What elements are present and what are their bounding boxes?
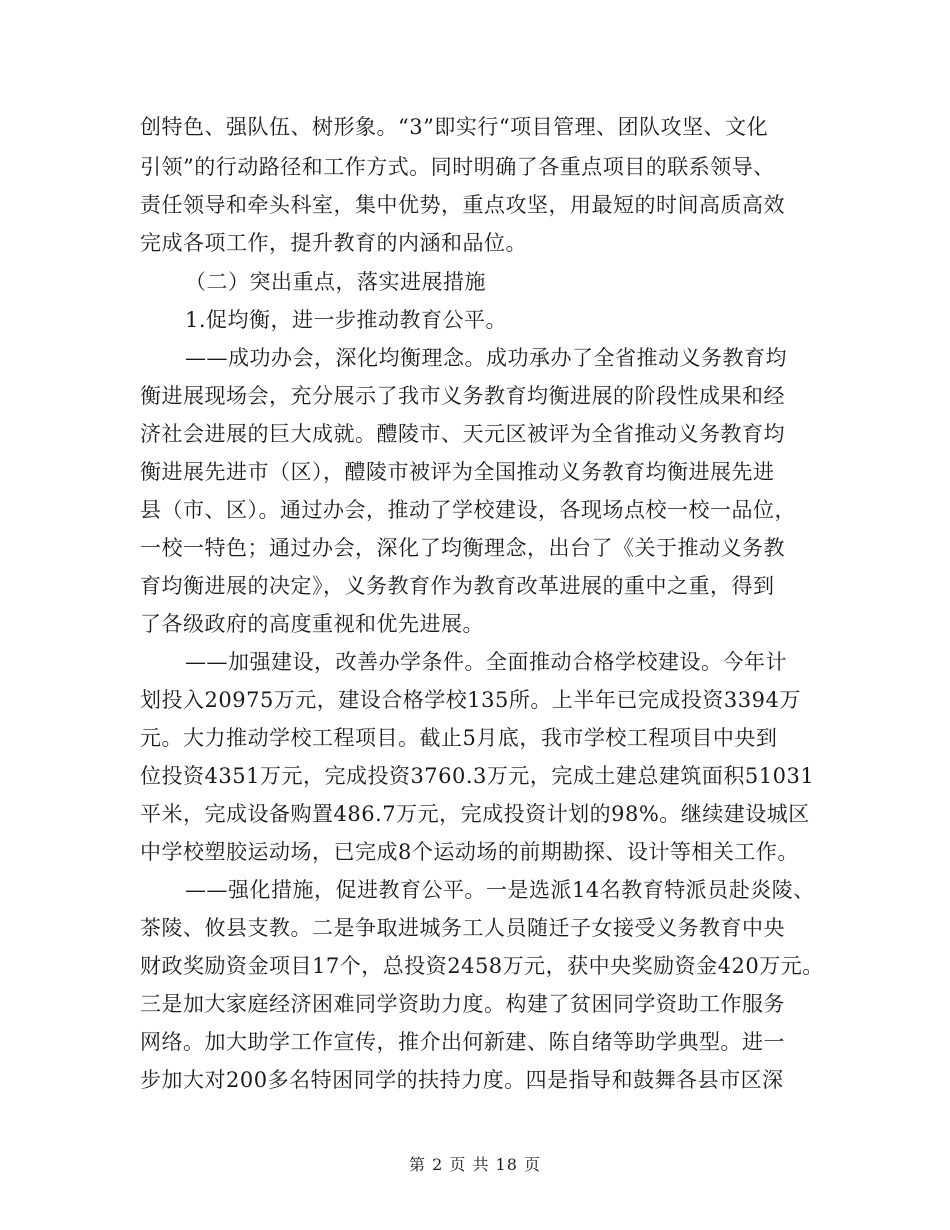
text-line: 元。大力推动学校工程项目。截止5月底，我市学校工程项目中央到	[140, 726, 778, 750]
page-number-footer: 第 2 页 共 18 页	[409, 1155, 541, 1174]
text-line: 网络。加大助学工作宣传，推介出何新建、陈自绪等助学典型。进一	[140, 1030, 785, 1054]
text-line: ——加强建设，改善办学条件。全面推动合格学校建设。今年计	[185, 650, 787, 674]
text-line: 创特色、强队伍、树形象。“3”即实行“项目管理、团队攻坚、文化	[140, 115, 769, 139]
text-line: 划投入20975万元，建设合格学校135所。上半年已完成投资3394万	[140, 688, 801, 712]
text-line: 位投资4351万元，完成投资3760.3万元，完成土建总建筑面积51031	[140, 764, 815, 788]
text-line: 茶陵、攸县支教。二是争取进城务工人员随迁子女接受义务教育中央	[140, 916, 785, 940]
text-line: 育均衡进展的决定》，义务教育作为教育改革进展的重中之重，得到	[140, 574, 775, 598]
text-line: 中学校塑胶运动场，已完成8个运动场的前期勘探、设计等相关工作。	[140, 840, 799, 864]
text-line: 衡进展先进市（区），醴陵市被评为全国推动义务教育均衡进展先进	[140, 460, 775, 484]
text-line: 步加大对200多名特困同学的扶持力度。四是指导和鼓舞各县市区深	[140, 1068, 784, 1092]
text-line: 引领”的行动路径和工作方式。同时明确了各重点项目的联系领导、	[140, 155, 775, 179]
text-line: 衡进展现场会，充分展示了我市义务教育均衡进展的阶段性成果和经	[140, 384, 785, 408]
text-line: 财政奖励资金项目17个，总投资2458万元，获中央奖励资金420万元。	[140, 954, 824, 978]
text-line: 济社会进展的巨大成就。醴陵市、天元区被评为全省推动义务教育均	[140, 422, 785, 446]
section-heading: （二）突出重点，落实进展措施	[185, 270, 486, 294]
text-line: 县（市、区）。通过办会，推动了学校建设，各现场点校一校一品位，	[140, 498, 796, 522]
text-line: 三是加大家庭经济困难同学资助力度。构建了贫困同学资助工作服务	[140, 992, 785, 1016]
text-line: ——成功办会，深化均衡理念。成功承办了全省推动义务教育均	[185, 346, 787, 370]
text-line: 了各级政府的高度重视和优先进展。	[140, 612, 484, 636]
text-line: 完成各项工作，提升教育的内涵和品位。	[140, 231, 527, 255]
subsection-heading: 1.促均衡，进一步推动教育公平。	[185, 308, 508, 332]
text-line: 一校一特色；通过办会，深化了均衡理念，出台了《关于推动义务教	[140, 536, 785, 560]
text-line: 平米，完成设备购置486.7万元，完成投资计划的98%。继续建设城区	[140, 802, 810, 826]
text-line: 责任领导和牵头科室，集中优势，重点攻坚，用最短的时间高质高效	[140, 193, 785, 217]
text-line: ——强化措施，促进教育公平。一是选派14名教育特派员赴炎陵、	[185, 878, 815, 902]
